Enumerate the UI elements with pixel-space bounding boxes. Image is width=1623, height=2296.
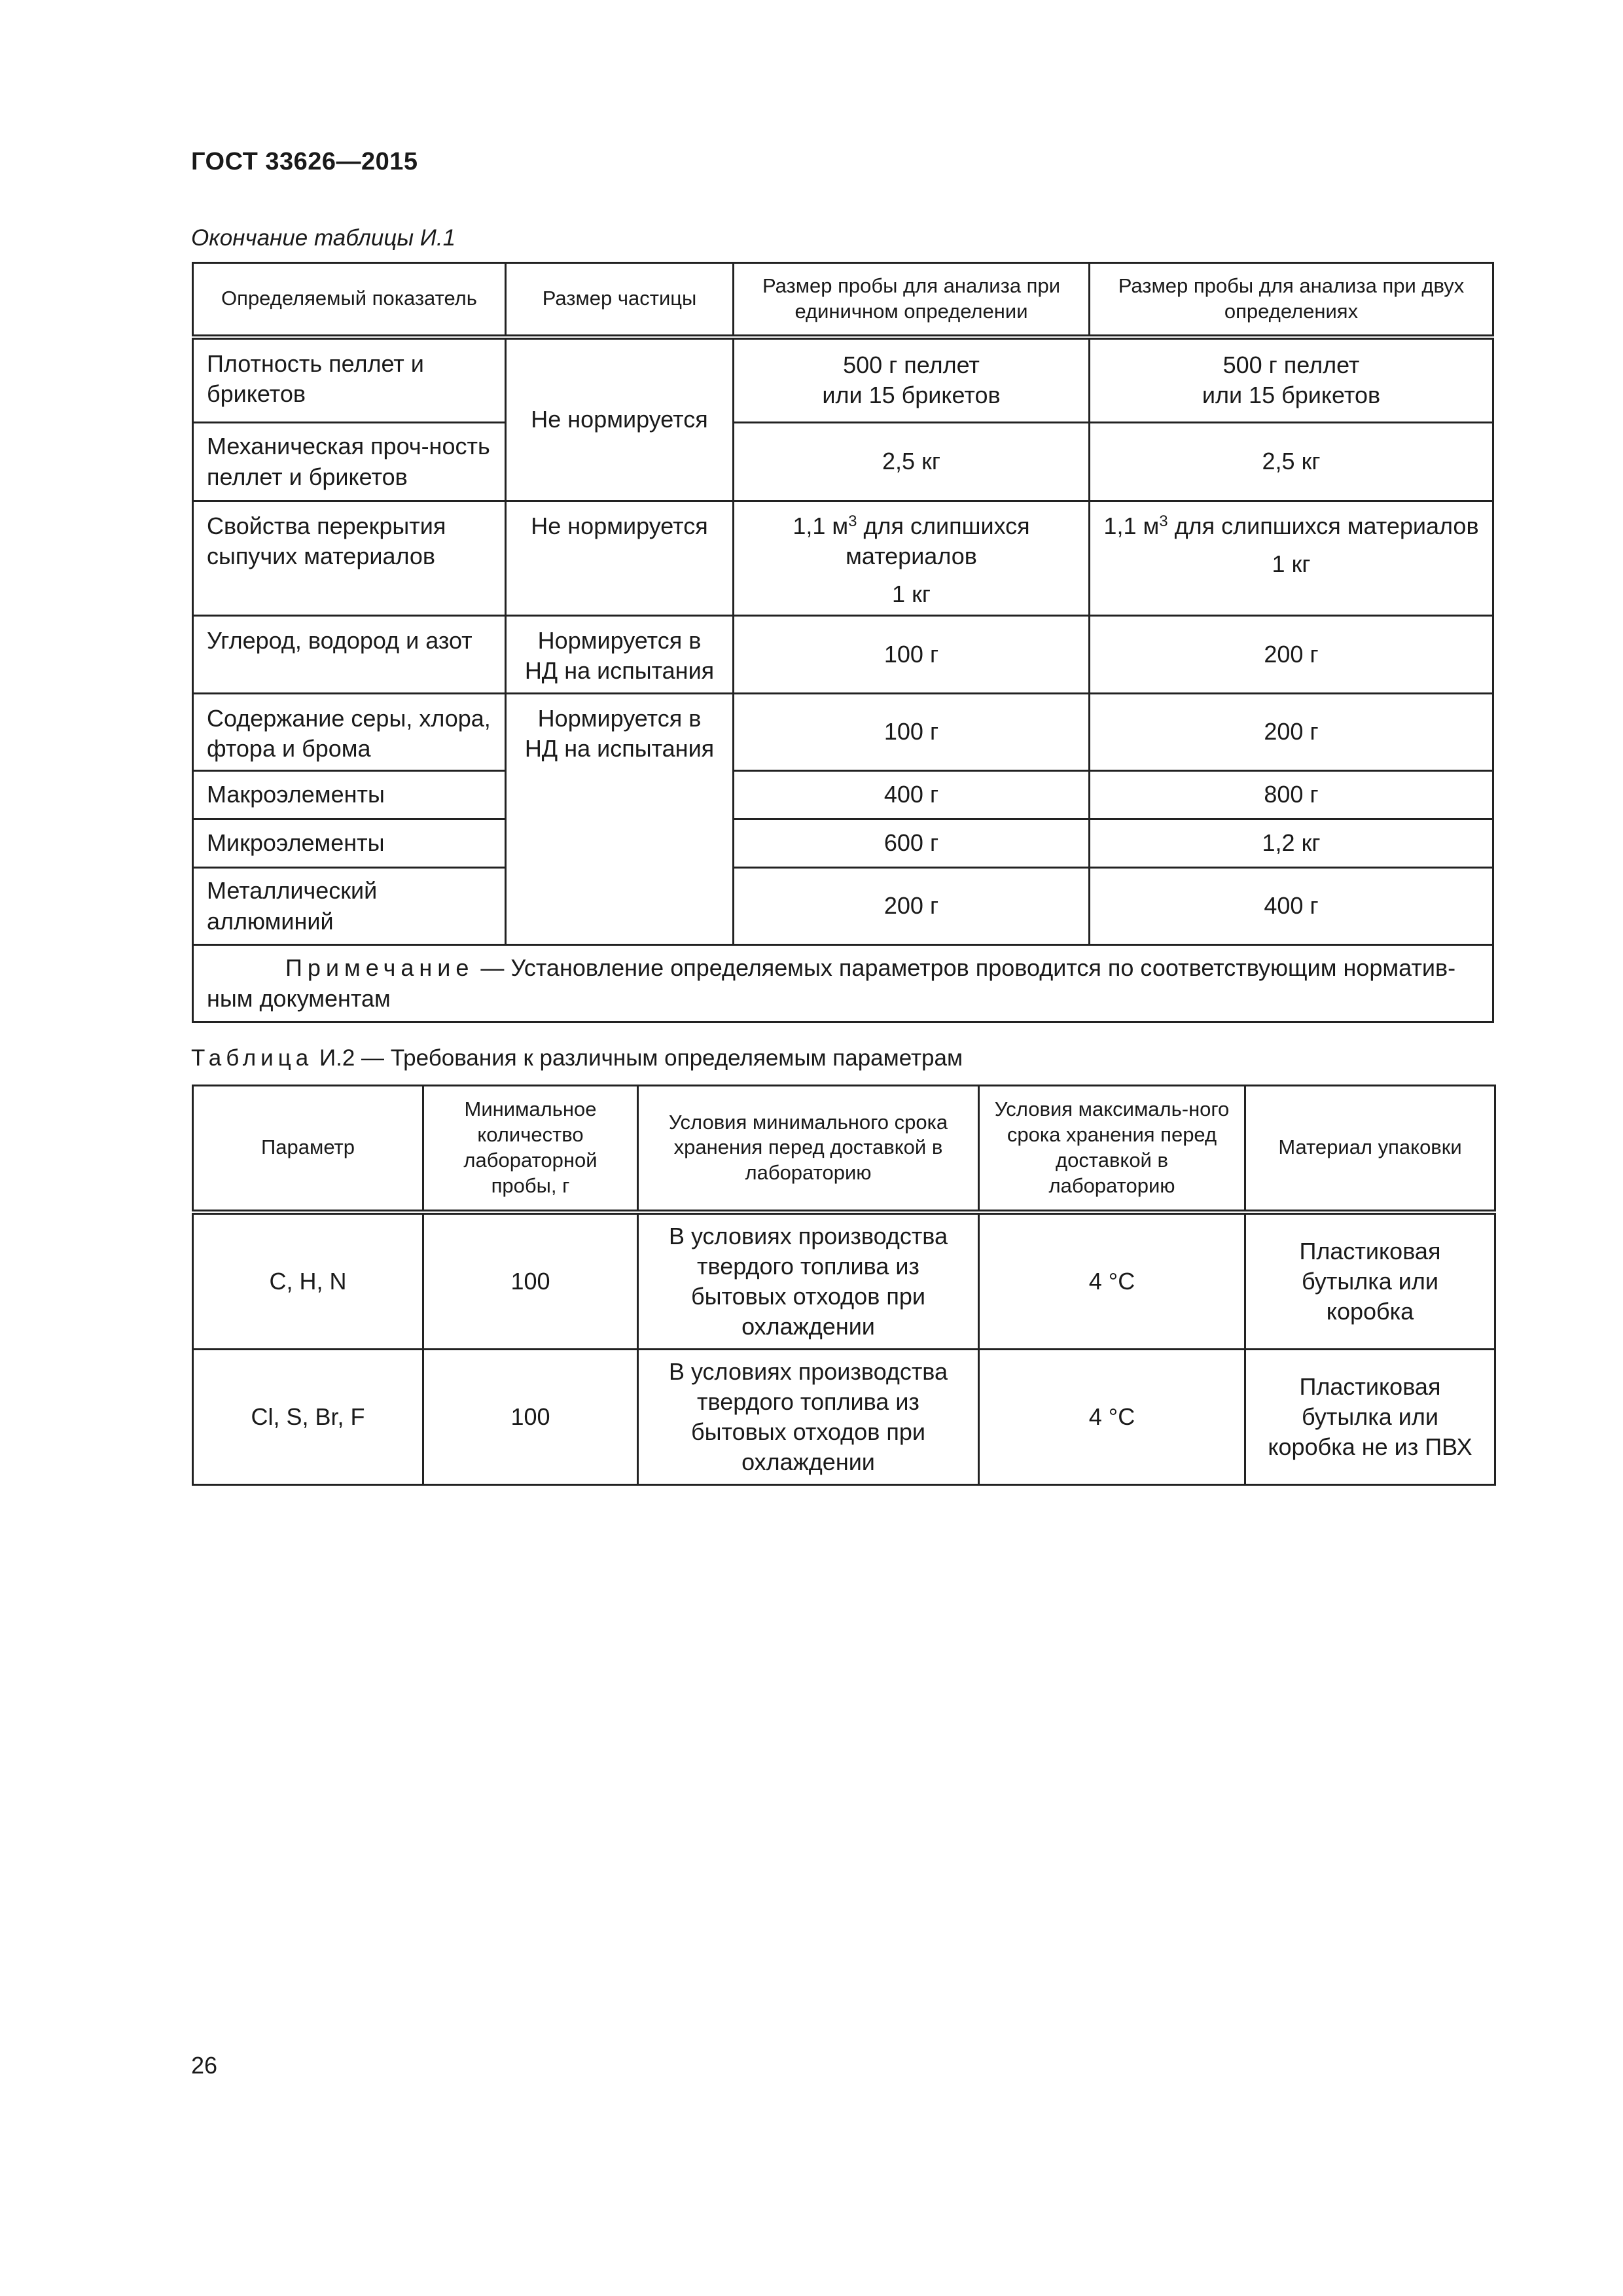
volume-exponent: 3 xyxy=(848,512,857,530)
min-storage-cell: В условиях производства твердого топлива из бытовых отходов при охлаждении xyxy=(638,1350,979,1485)
table2-header-parameter: Параметр xyxy=(193,1086,423,1212)
indicator-cell: Микроэлементы xyxy=(193,819,506,868)
volume-value: 1,1 м xyxy=(1103,512,1160,539)
double-sample-line-2: или 15 брикетов xyxy=(1202,382,1381,409)
table1-header-indicator: Определяемый показатель xyxy=(193,263,506,337)
table2-header-row xyxy=(193,1086,1495,1212)
page-number: 26 xyxy=(191,2052,218,2079)
volume-exponent: 3 xyxy=(1159,512,1168,530)
mass-value: 1 кг xyxy=(1272,550,1311,578)
table2-caption-text: И.2 — Требования к различным определяемым параметрам xyxy=(313,1045,963,1071)
particle-size-cell: Не нормируется xyxy=(506,501,734,616)
table-row xyxy=(193,501,1493,616)
table-row xyxy=(193,868,1493,945)
single-sample-cell: 100 г xyxy=(734,616,1090,694)
single-sample-line-1: 500 г пеллет xyxy=(843,351,980,379)
table-i1 xyxy=(192,262,1494,1023)
table-row xyxy=(193,616,1493,694)
max-storage-cell: 4 °C xyxy=(979,1212,1245,1350)
indicator-cell: Механическая проч-ность пеллет и брикетов xyxy=(193,423,506,501)
table1-note xyxy=(193,945,1493,1022)
table2-header-packaging: Материал упаковки xyxy=(1245,1086,1495,1212)
particle-size-cell: Нормируется в НД на испытания xyxy=(506,694,734,945)
indicator-cell: Углерод, водород и азот xyxy=(193,616,506,694)
single-sample-cell xyxy=(734,501,1090,616)
table1-caption: Окончание таблицы И.1 xyxy=(191,225,456,251)
table-row xyxy=(193,694,1493,771)
document-header: ГОСТ 33626—2015 xyxy=(191,148,418,175)
double-sample-cell xyxy=(1090,337,1493,423)
double-sample-cell xyxy=(1090,501,1493,616)
table2-caption xyxy=(191,1045,963,1071)
parameter-cell: C, H, N xyxy=(193,1212,423,1350)
parameter-cell: Cl, S, Br, F xyxy=(193,1350,423,1485)
single-sample-line-2: или 15 брикетов xyxy=(822,382,1001,409)
double-sample-cell: 800 г xyxy=(1090,771,1493,819)
table-row xyxy=(193,819,1493,868)
table-row xyxy=(193,337,1493,423)
single-sample-cell: 2,5 кг xyxy=(734,423,1090,501)
single-sample-cell xyxy=(734,337,1090,423)
table-row xyxy=(193,771,1493,819)
packaging-cell: Пластиковая бутылка или коробка не из ПВХ xyxy=(1245,1350,1495,1485)
min-quantity-cell: 100 xyxy=(423,1350,638,1485)
indicator-cell: Содержание серы, хлора, фтора и брома xyxy=(193,694,506,771)
table2-header-min-storage: Условия минимального срока хранения перед доставкой в лабораторию xyxy=(638,1086,979,1212)
table1-header-double-sample: Размер пробы для анализа при двух определениях xyxy=(1090,263,1493,337)
table-row xyxy=(193,1350,1495,1485)
table1-header-single-sample: Размер пробы для анализа при единичном определении xyxy=(734,263,1090,337)
double-sample-cell: 400 г xyxy=(1090,868,1493,945)
double-sample-line-1: 500 г пеллет xyxy=(1222,351,1360,379)
volume-description: для слипшихся материалов xyxy=(846,512,1030,570)
indicator-cell: Плотность пеллет и брикетов xyxy=(193,337,506,423)
packaging-cell: Пластиковая бутылка или коробка xyxy=(1245,1212,1495,1350)
indicator-cell: Металлический аллюминий xyxy=(193,868,506,945)
max-storage-cell: 4 °C xyxy=(979,1350,1245,1485)
particle-size-cell: Нормируется в НД на испытания xyxy=(506,616,734,694)
min-storage-cell: В условиях производства твердого топлива из бытовых отходов при охлаждении xyxy=(638,1212,979,1350)
single-sample-cell: 400 г xyxy=(734,771,1090,819)
indicator-cell: Макроэлементы xyxy=(193,771,506,819)
table1-note-row xyxy=(193,945,1493,1022)
note-text: — Установление определяемых параметров проводится по соответствующим норматив-ным документам xyxy=(207,954,1456,1012)
single-sample-cell: 100 г xyxy=(734,694,1090,771)
table1-header-row xyxy=(193,263,1493,337)
mass-value: 1 кг xyxy=(892,581,931,608)
table-i2 xyxy=(192,1085,1496,1486)
table1-header-particle-size: Размер частицы xyxy=(506,263,734,337)
table-row xyxy=(193,423,1493,501)
table2-caption-label: Таблица xyxy=(191,1045,313,1071)
particle-size-cell: Не нормируется xyxy=(506,337,734,501)
double-sample-cell: 1,2 кг xyxy=(1090,819,1493,868)
single-sample-cell: 200 г xyxy=(734,868,1090,945)
note-label: Примечание xyxy=(285,954,474,982)
min-quantity-cell: 100 xyxy=(423,1212,638,1350)
table2-header-min-quantity: Минимальное количество лабораторной пробы, г xyxy=(423,1086,638,1212)
double-sample-cell: 200 г xyxy=(1090,694,1493,771)
double-sample-cell: 2,5 кг xyxy=(1090,423,1493,501)
single-sample-cell: 600 г xyxy=(734,819,1090,868)
table2-header-max-storage: Условия максималь-ного срока хранения перед доставкой в лабораторию xyxy=(979,1086,1245,1212)
volume-value: 1,1 м xyxy=(793,512,849,539)
indicator-cell: Свойства перекрытия сыпучих материалов xyxy=(193,501,506,616)
volume-description: для слипшихся материалов xyxy=(1168,512,1479,539)
double-sample-cell: 200 г xyxy=(1090,616,1493,694)
table-row xyxy=(193,1212,1495,1350)
